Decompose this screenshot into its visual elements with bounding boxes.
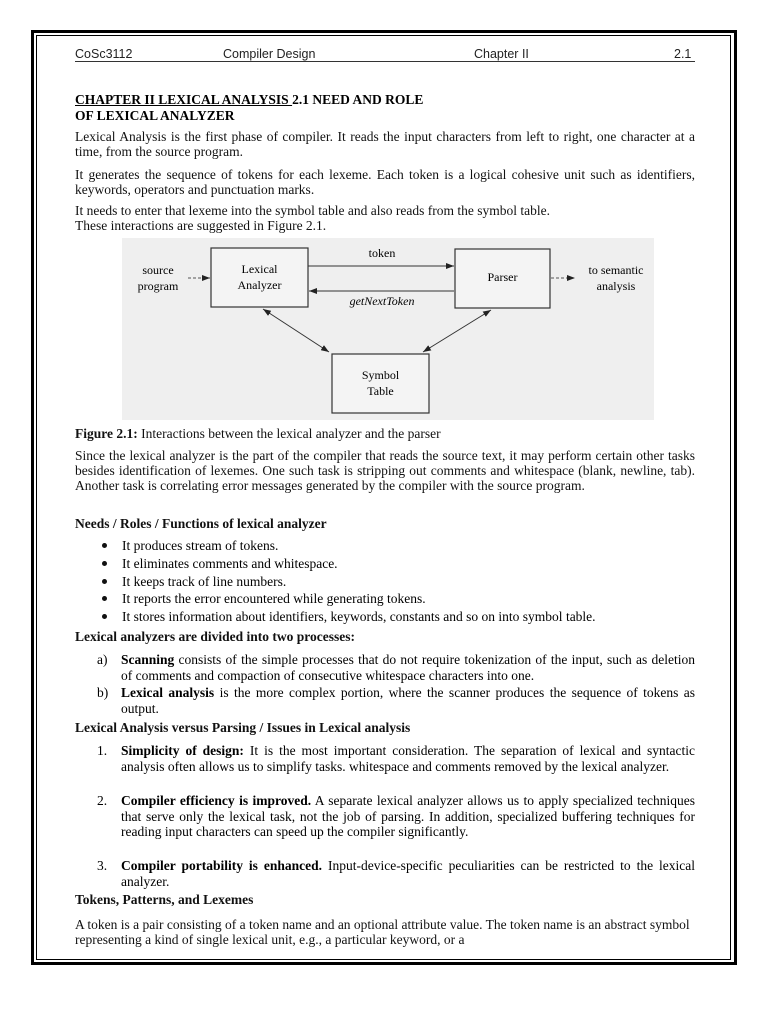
chapter-title-line2: OF LEXICAL ANALYZER	[75, 108, 235, 123]
lexer-line1: Lexical	[241, 262, 278, 276]
list-item	[75, 537, 695, 555]
symtab-line1: Symbol	[361, 368, 400, 382]
issues-heading: Lexical Analysis versus Parsing / Issues in Lexical analysis	[75, 720, 411, 735]
list-item	[75, 590, 695, 608]
item-text: A separate lexical analyzer allows us to apply specialized techniques that serve only the lexical task, not the job of parsing. In addition, specialized buffering techniques for reading input characters can speed up the compiler significantly.	[121, 793, 695, 839]
chapter-title-underlined: CHAPTER II LEXICAL ANALYSIS	[75, 92, 293, 107]
intro-paragraph-2: It generates the sequence of tokens for each lexeme. Each token is a logical cohesive unit such as identifiers, keywords, operators and punctuation marks.	[75, 167, 695, 197]
intro-paragraph-3-line1: It needs to enter that lexeme into the symbol table and also reads from the symbol table.	[75, 203, 550, 218]
source-line2: program	[137, 279, 179, 293]
chapter-title-section: 2.1 NEED AND ROLE	[292, 92, 424, 107]
figure-2-1-diagram	[122, 238, 654, 420]
process-item-lexical-analysis	[75, 685, 695, 716]
list-item-text: It reports the error encountered while generating tokens.	[122, 591, 426, 607]
intro-paragraph-1: Lexical Analysis is the first phase of compiler. It reads the input characters from left to right, one character at a time, from the source program.	[75, 129, 695, 159]
figure-caption	[75, 426, 695, 441]
source-line1: source	[142, 263, 174, 277]
header-page-number: 2.1	[674, 47, 692, 61]
diagram-parser-box: Parser	[487, 270, 518, 284]
diagram-lexical-analyzer-box	[211, 261, 308, 293]
item-marker: 3.	[97, 858, 108, 873]
processes-heading: Lexical analyzers are divided into two processes:	[75, 629, 355, 644]
diagram-token-label: token	[368, 246, 396, 260]
header-chapter: Chapter II	[474, 47, 529, 61]
diagram-source-program-label	[128, 262, 188, 294]
lexer-line2: Analyzer	[237, 278, 282, 292]
header-course-code: CoSc3112	[75, 47, 133, 61]
item-text: is the more complex portion, where the scanner produces the sequence of tokens as output.	[121, 685, 695, 716]
needs-heading: Needs / Roles / Functions of lexical analyzer	[75, 516, 327, 531]
issue-item-simplicity	[75, 743, 695, 774]
paragraph-since: Since the lexical analyzer is the part of the compiler that reads the source text, it may perform certain other tasks besides identification of lexemes. One such task is stripping out comments and whitespace (blank, newline, tab). Another task is correlating error messages generated by the compiler with the source program.	[75, 448, 695, 493]
item-marker: 1.	[97, 743, 108, 758]
item-term: Compiler efficiency is improved.	[121, 793, 312, 808]
item-term: Simplicity of design:	[121, 743, 244, 758]
bullet-icon	[102, 543, 107, 548]
intro-paragraph-3-line2: These interactions are suggested in Figure 2.1.	[75, 218, 327, 233]
item-text: consists of the simple processes that do not require tokenization of the input, such as deletion of comments and compaction of consecutive whitespace characters into one.	[121, 652, 695, 683]
bullet-icon	[102, 596, 107, 601]
figure-caption-label: Figure 2.1:	[75, 426, 138, 441]
item-text: Input-device-specific peculiarities can be restricted to the lexical analyzer.	[121, 858, 695, 889]
list-item-text: It eliminates comments and whitespace.	[122, 555, 338, 571]
list-item-text: It keeps track of line numbers.	[122, 573, 287, 589]
semantic-line1: to semantic	[588, 263, 644, 277]
semantic-line2: analysis	[596, 279, 636, 293]
symtab-line2: Table	[367, 384, 394, 398]
item-marker: b)	[97, 685, 109, 700]
item-term: Lexical analysis	[121, 685, 215, 700]
issue-item-portability	[75, 858, 695, 889]
item-text: It is the most important consideration. The separation of lexical and syntactic analysis often allows us to simplify tasks. whitespace and comments removed by the lexical analyzer.	[121, 743, 695, 774]
needs-list	[75, 537, 695, 626]
header-course-title: Compiler Design	[223, 47, 316, 61]
tokens-paragraph: A token is a pair consisting of a token name and an optional attribute value. The token name is an abstract symbol representing a kind of single lexical unit, e.g., a particular keyword, or a	[75, 917, 690, 947]
figure-caption-text: Interactions between the lexical analyzer and the parser	[137, 426, 441, 441]
tokens-heading: Tokens, Patterns, and Lexemes	[75, 892, 254, 907]
bullet-icon	[102, 614, 107, 619]
item-term: Scanning	[121, 652, 175, 667]
bullet-icon	[102, 579, 107, 584]
list-item-text: It stores information about identifiers, keywords, constants and so on into symbol table.	[122, 609, 596, 625]
item-marker: 2.	[97, 793, 108, 808]
list-item	[75, 573, 695, 591]
diagram-symbol-table-box	[332, 367, 429, 399]
item-marker: a)	[97, 652, 108, 667]
bullet-icon	[102, 561, 107, 566]
item-term: Compiler portability is enhanced.	[121, 858, 323, 873]
list-item-text: It produces stream of tokens.	[122, 538, 279, 553]
diagram-getnexttoken-label: getNextToken	[349, 294, 415, 308]
header-rule	[75, 61, 695, 62]
process-item-scanning	[75, 652, 695, 683]
issue-item-efficiency	[75, 793, 695, 840]
list-item	[75, 555, 695, 573]
list-item	[75, 608, 695, 626]
intro-paragraph-3	[75, 203, 695, 233]
chapter-title	[75, 92, 695, 124]
diagram-semantic-analysis-label	[578, 262, 654, 294]
